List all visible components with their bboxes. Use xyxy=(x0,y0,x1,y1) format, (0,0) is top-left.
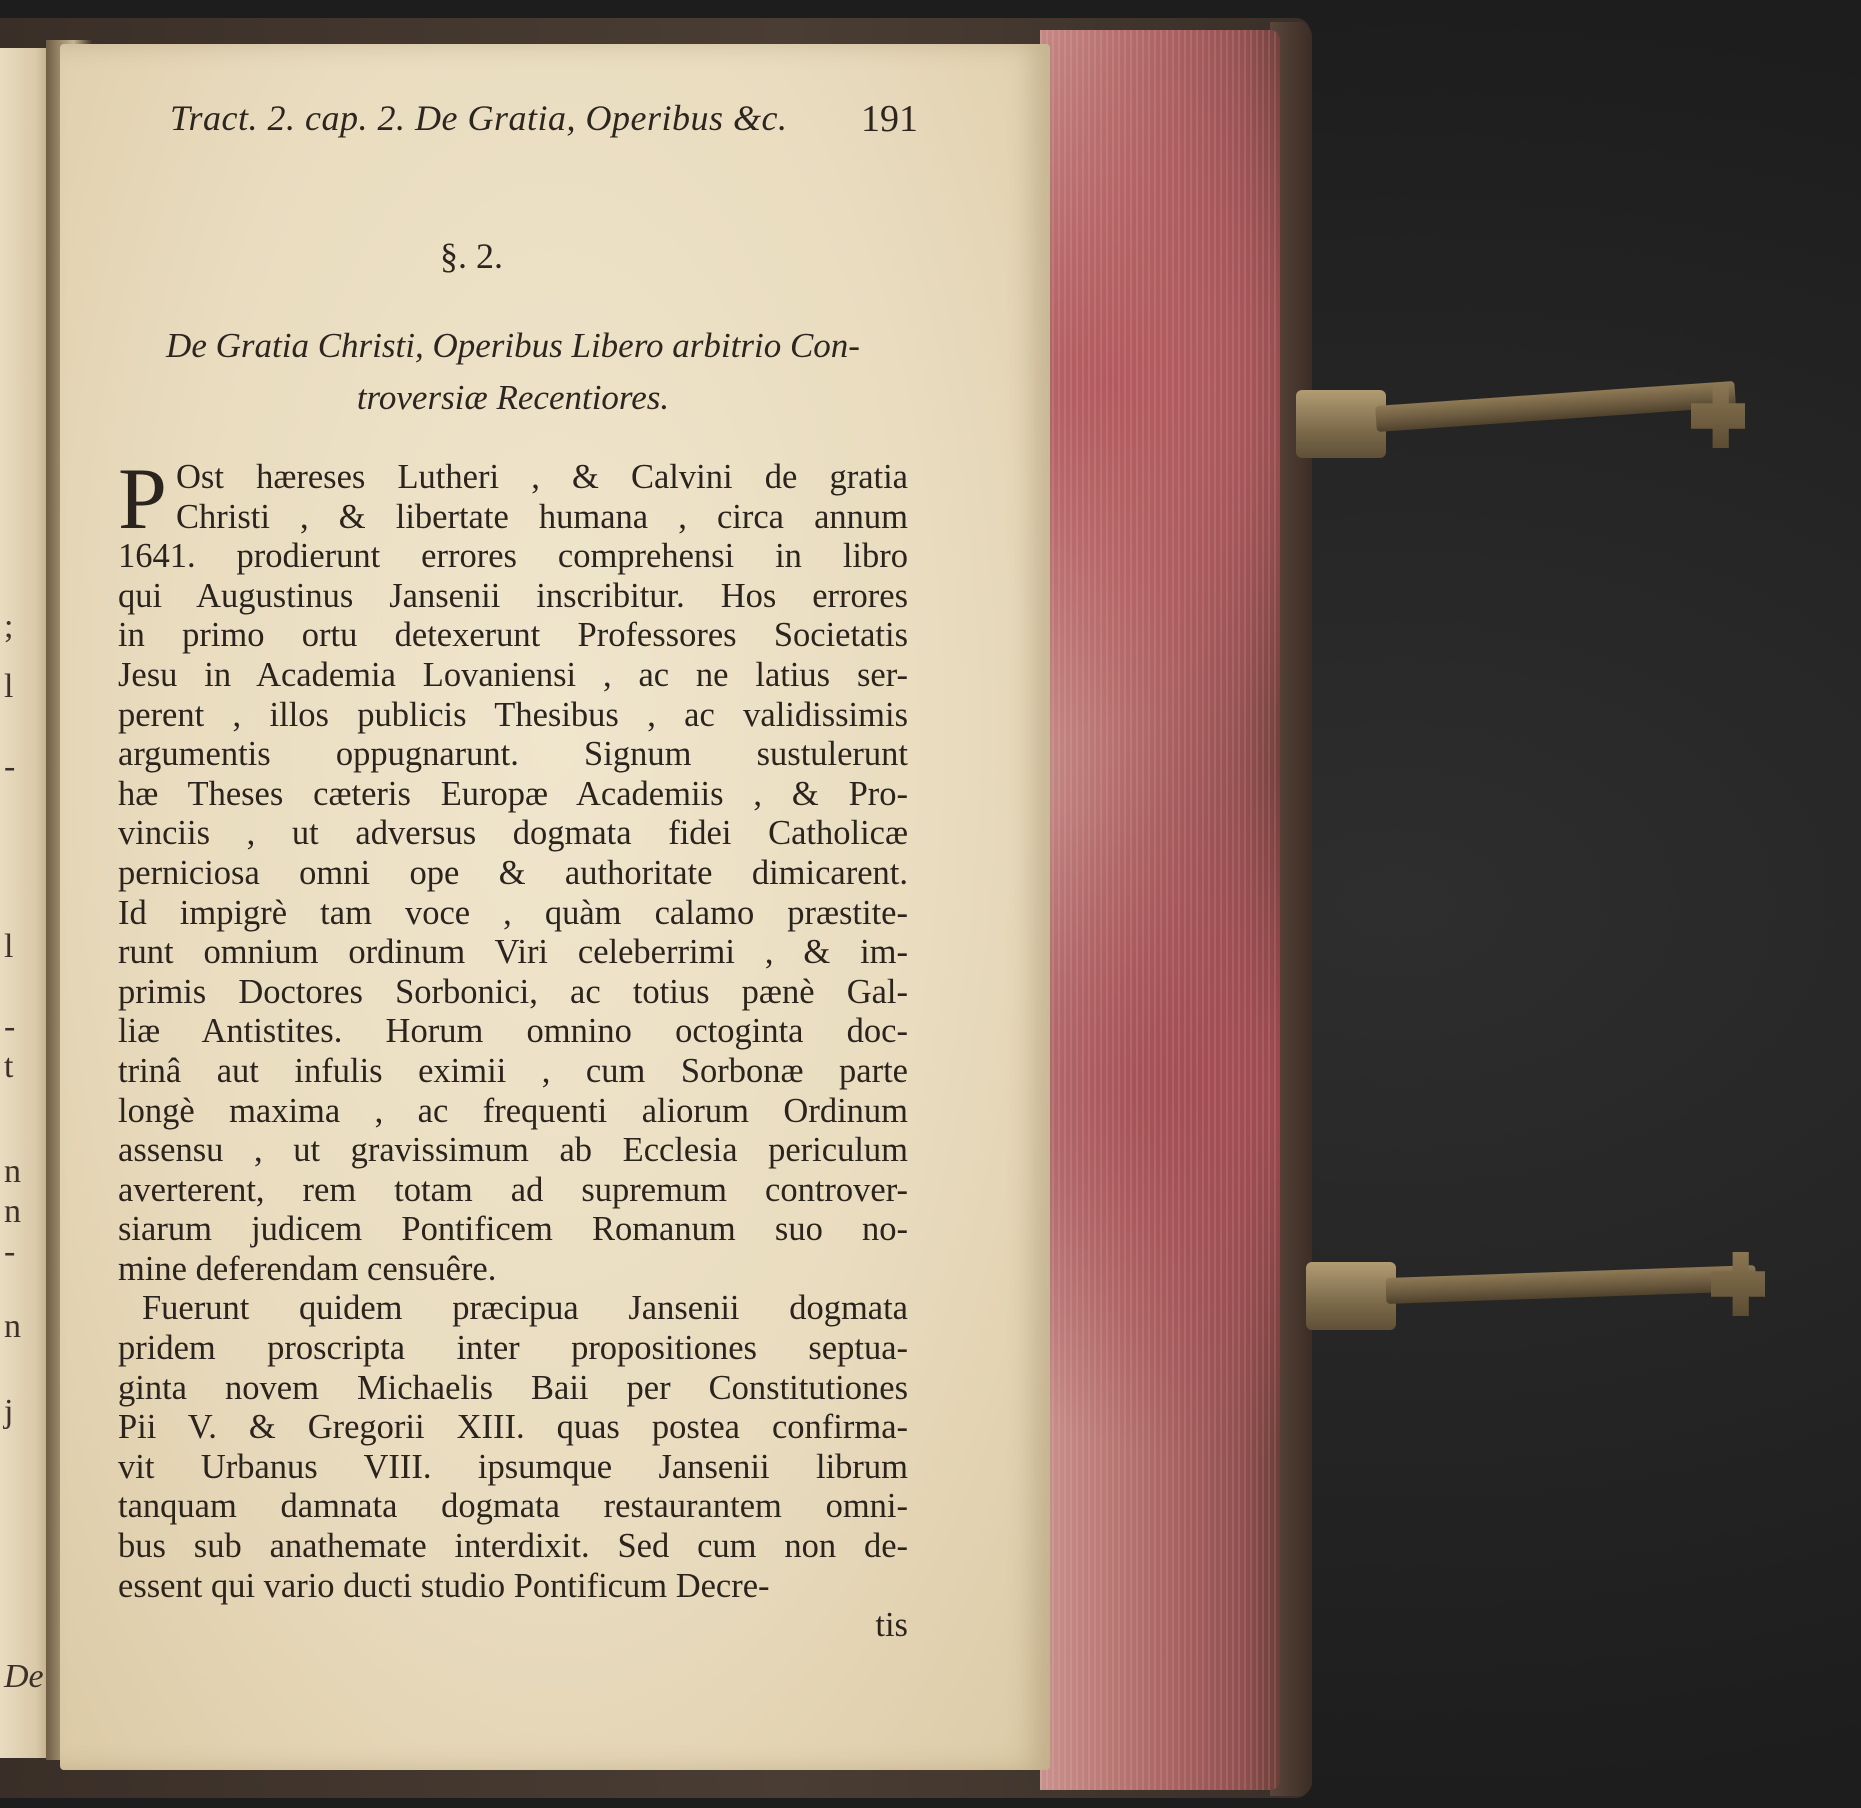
page-fore-edge xyxy=(1040,30,1280,1790)
section-title-line: De Gratia Christi, Operibus Libero arbitrio Con- xyxy=(166,326,860,365)
text-line: tanquam damnata dogmata restaurantem omni- xyxy=(118,1487,908,1526)
catchword: tis xyxy=(875,1606,908,1645)
text-line: Pii V. & Gregorii XIII. quas postea confirma- xyxy=(118,1408,908,1447)
left-page-fragment: - xyxy=(4,748,16,785)
left-page-fragment: - xyxy=(4,1233,16,1270)
text-line: qui Augustinus Jansenii inscribitur. Hos errores xyxy=(118,576,908,615)
paragraph-2 xyxy=(118,1289,908,1606)
text-line: liæ Antistites. Horum omnino octoginta doc- xyxy=(118,1012,908,1051)
left-page-fragment: ; xyxy=(4,608,14,645)
left-page-fragment: l xyxy=(4,928,14,965)
text-line: bus sub anathemate interdixit. Sed cum non de- xyxy=(118,1527,908,1566)
text-line: 1641. prodierunt errores comprehensi in libro xyxy=(118,537,908,576)
upper-clasp xyxy=(1296,390,1776,450)
clasp-hinge xyxy=(1296,390,1386,458)
left-page-edge xyxy=(0,48,52,1758)
text-line: vinciis , ut adversus dogmata fidei Catholicæ xyxy=(118,814,908,853)
running-head-text: Tract. 2. cap. 2. De Gratia, Operibus &c. xyxy=(170,98,788,138)
text-line: essent qui vario ducti studio Pontificum Decre- xyxy=(118,1566,770,1605)
text-line: Id impigrè tam voce , quàm calamo præstite- xyxy=(118,893,908,932)
left-page-fragment: t xyxy=(4,1048,14,1085)
text-line: argumentis oppugnarunt. Signum sustulerunt xyxy=(118,735,908,774)
text-line: assensu , ut gravissimum ab Ecclesia periculum xyxy=(118,1131,908,1170)
page-number: 191 xyxy=(861,98,918,140)
text-line: pridem proscripta inter propositiones septua- xyxy=(118,1329,908,1368)
drop-cap: P xyxy=(118,451,167,548)
clasp-bar xyxy=(1386,1265,1757,1304)
text-line: primis Doctores Sorbonici, ac totius pænè Gal- xyxy=(118,972,908,1011)
text-line: ginta novem Michaelis Baii per Constitutiones xyxy=(118,1368,908,1407)
left-page-fragment: - xyxy=(4,1008,16,1045)
running-head xyxy=(108,85,918,145)
section-title-line: troversiæ Recentiores. xyxy=(356,378,670,417)
text-line: Jesu in Academia Lovaniensi , ac ne latius ser- xyxy=(118,655,908,694)
text-line: longè maxima , ac frequenti aliorum Ordinum xyxy=(118,1091,908,1130)
clasp-tip xyxy=(1711,1252,1765,1316)
text-line: averterent, rem totam ad supremum controver- xyxy=(118,1170,908,1209)
paragraph-1 xyxy=(118,451,908,1289)
section-title xyxy=(118,320,908,424)
text-line: vit Urbanus VIII. ipsumque Jansenii librum xyxy=(118,1447,908,1486)
left-page-fragment: j xyxy=(4,1393,14,1430)
text-line: Fuerunt quidem præcipua Jansenii dogmata xyxy=(142,1289,908,1328)
lower-clasp xyxy=(1306,1262,1786,1322)
text-line: perent , illos publicis Thesibus , ac validissimis xyxy=(118,695,908,734)
text-line: trinâ aut infulis eximii , cum Sorbonæ parte xyxy=(118,1051,908,1090)
text-line: Christi , & libertate humana , circa annum xyxy=(176,497,908,536)
body-text xyxy=(118,451,908,1646)
text-line: hæ Theses cæteris Europæ Academiis , & Pro- xyxy=(118,774,908,813)
left-page-fragment: De xyxy=(4,1658,44,1695)
text-line: in primo ortu detexerunt Professores Societatis xyxy=(118,616,908,655)
left-page-fragment: l xyxy=(4,668,14,705)
clasp-hinge xyxy=(1306,1262,1396,1330)
text-line: perniciosa omni ope & authoritate dimicarent. xyxy=(118,853,908,892)
text-line: Ost hæreses Lutheri , & Calvini de gratia xyxy=(176,458,908,496)
text-line: mine deferendam censuêre. xyxy=(118,1249,497,1288)
text-line: siarum judicem Pontificem Romanum suo no- xyxy=(118,1210,908,1249)
left-page-fragment: n xyxy=(4,1153,21,1190)
text-line: runt omnium ordinum Viri celeberrimi , & im- xyxy=(118,933,908,972)
section-mark: §. 2. xyxy=(440,236,503,276)
left-page-fragment: n xyxy=(4,1308,21,1345)
left-page-fragment: n xyxy=(4,1193,21,1230)
